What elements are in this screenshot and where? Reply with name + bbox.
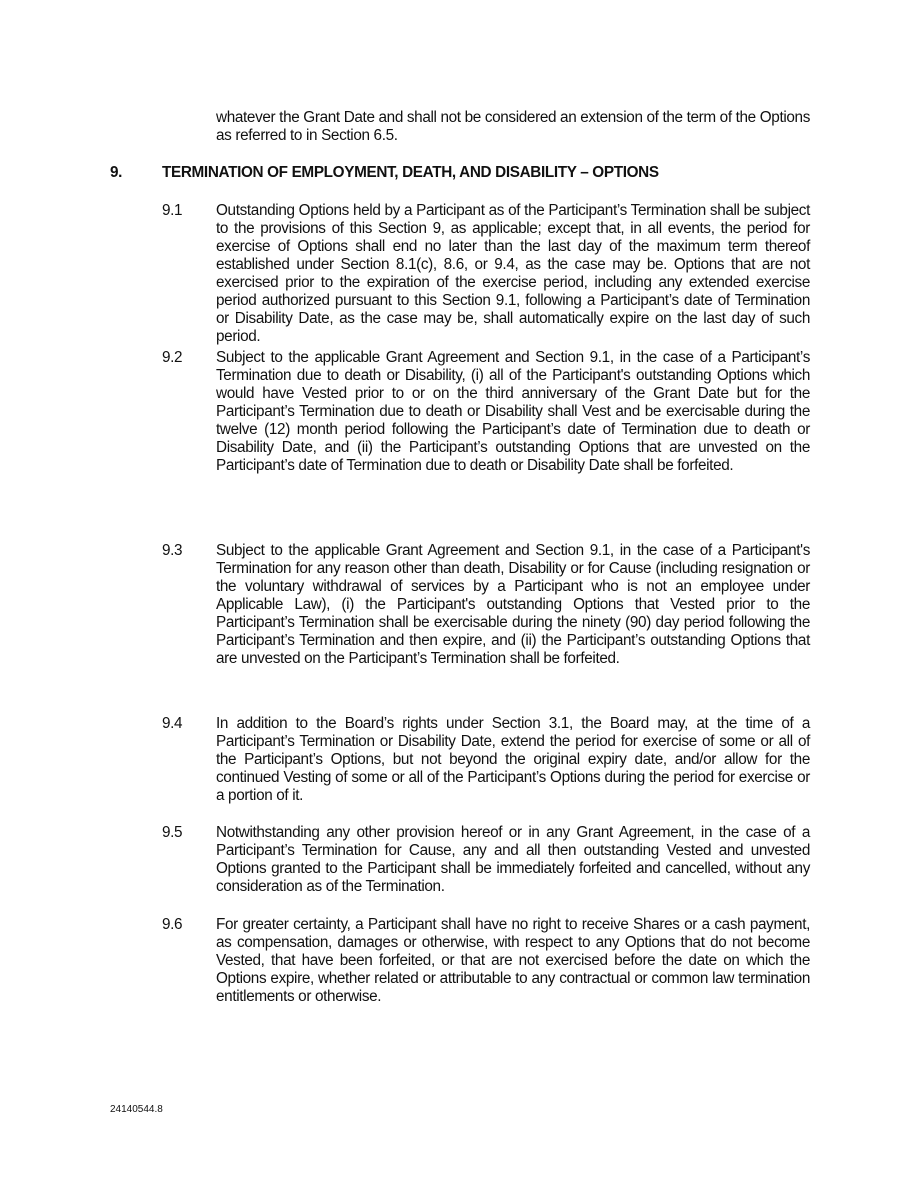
continuation-paragraph: whatever the Grant Date and shall not be considered an extension of the term of the Options as referred to in Section 6.5. bbox=[216, 109, 811, 144]
section-title: TERMINATION OF EMPLOYMENT, DEATH, AND DISABILITY – OPTIONS bbox=[162, 164, 659, 181]
document-id: 24140544.8 bbox=[110, 1104, 163, 1115]
clause-text: For greater certainty, a Participant shall have no right to receive Shares or a cash payment, as compensation, damages or otherwise, with respect to any Options that do not become Vested, that have been forfeited, or that are not exercised before the date on which the Options expire, whether related or attributable to any contractual or common law termination entitlements or otherwise. bbox=[216, 916, 810, 1005]
section-number: 9. bbox=[110, 164, 123, 181]
clause-text: In addition to the Board’s rights under Section 3.1, the Board may, at the time of a Participant’s Termination or Disability Date, extend the period for exercise of some or all of the Participant’s Options, but not beyond the original expiry date, and/or allow for the continued Vesting of some or all of the Participant’s Options during the period for exercise or a portion of it. bbox=[216, 715, 810, 804]
clause-text: Outstanding Options held by a Participant as of the Participant’s Termination shall be subject to the provisions of this Section 9, as applicable; except that, in all events, the period for exercise of Options shall end no later than the last day of the maximum term thereof established under Section 8.1(c), 8.6, or 9.4, as the case may be. Options that are not exercised prior to the expiration of the exercise period, including any extended exercise period authorized pursuant to this Section 9.1, following a Participant’s date of Termination or Disability Date, as the case may be, shall automatically expire on the last day of such period. bbox=[216, 202, 810, 345]
clause-text: Subject to the applicable Grant Agreement and Section 9.1, in the case of a Participant’s Termination due to death or Disability, (i) all of the Participant's outstanding Options which would have Vested prior to or on the third anniversary of the Grant Date but for the Participant’s Termination due to death or Disability shall Vest and be exercisable during the twelve (12) month period following the Participant’s date of Termination due to death or Disability Date, and (ii) the Participant’s outstanding Options that are unvested on the Participant’s date of Termination due to death or Disability Date shall be forfeited. bbox=[216, 349, 810, 474]
clause-number: 9.3 bbox=[162, 542, 183, 559]
clause-number: 9.1 bbox=[162, 202, 183, 219]
clause-number: 9.4 bbox=[162, 715, 183, 732]
clause-text: Subject to the applicable Grant Agreement and Section 9.1, in the case of a Participant's Termination for any reason other than death, Disability or for Cause (including resignation or the voluntary withdrawal of services by a Participant who is not an employee under Applicable Law), (i) the Participant's outstanding Options that Vested prior to the Participant’s Termination shall be exercisable during the ninety (90) day period following the Participant’s Termination and then expire, and (ii) the Participant’s outstanding Options that are unvested on the Participant’s Termination shall be forfeited. bbox=[216, 542, 810, 667]
clause-number: 9.5 bbox=[162, 824, 183, 841]
clause-number: 9.6 bbox=[162, 916, 183, 933]
clause-text: Notwithstanding any other provision hereof or in any Grant Agreement, in the case of a Participant’s Termination for Cause, any and all then outstanding Vested and unvested Options granted to the Participant shall be immediately forfeited and cancelled, without any consideration as of the Termination. bbox=[216, 824, 810, 895]
clause-number: 9.2 bbox=[162, 349, 183, 366]
